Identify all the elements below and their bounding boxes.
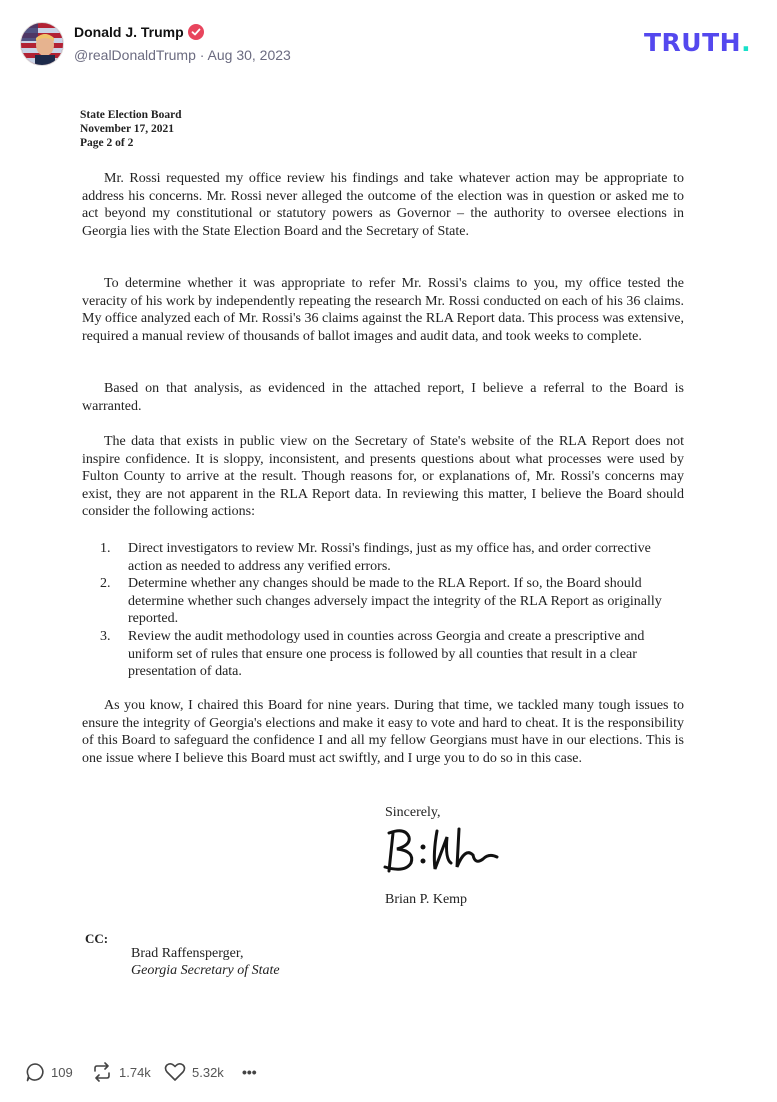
retruth-icon [91,1062,113,1082]
more-options-button[interactable] [242,1061,257,1083]
list-number: 2. [100,576,111,591]
like-button[interactable] [164,1061,224,1083]
reply-button[interactable] [25,1061,73,1083]
signature-image [375,823,505,883]
letter-header [80,108,182,150]
avatar-image-icon [21,23,63,65]
reply-count: 109 [51,1064,73,1080]
retruth-button[interactable] [91,1061,151,1083]
letter-paragraph: Mr. Rossi requested my office review his findings and take whatever action may be appropriate to address his concerns. Mr. Rossi never alleged the outcome of the election was in question or asked me to act beyond my constitutional or statutory powers as Governor – the authority to oversee elections in Georgia lies with the State Election Board and the Secretary of State. [82,171,684,239]
cc-name: Brad Raffensperger, [131,946,244,961]
letter-final-paragraph: As you know, I chaired this Board for nine years. During that time, we tackled many tough issues to ensure the integrity of Georgia's elections and make it easy to vote and hard to cheat. It is the responsibility of this Board to safeguard the confidence I and all my fellow Georgians must have in our elections. This is one issue where I believe this Board must act swiftly, and I urge you to do so in this case. [82,698,684,766]
truth-logo-dot: . [741,28,752,57]
post-actions [0,1055,777,1091]
retruth-count: 1.74k [119,1064,151,1080]
verified-badge-icon [188,24,204,40]
list-text: Review the audit methodology used in counties across Georgia and create a prescriptive and uniform set of rules that ensure one process is followed by all counties that result in a clear presentation of data. [128,629,645,679]
letter-header-date: November 17, 2021 [80,123,175,135]
more-options-icon: ••• [242,1064,257,1080]
author-name[interactable]: Donald J. Trump [74,24,184,40]
letter-list-item [100,628,680,681]
list-text: Determine whether any changes should be made to the RLA Report. If so, the Board should determine whether such changes adversely impact the integrity of the RLA Report as originally reported. [128,576,662,626]
letter-list-item [100,575,680,628]
letter-paragraph: To determine whether it was appropriate to refer Mr. Rossi's claims to you, my office tested the veracity of his work by independently repeating the research Mr. Rossi conducted on each of his 36 claims. My office analyzed each of Mr. Rossi's 36 claims against the RLA Report data. This process was extensive, required a manual review of thousands of ballot images and audit data, and took weeks to complete. [82,276,684,344]
letter-paragraph: The data that exists in public view on the Secretary of State's website of the RLA Report does not inspire confidence. It is sloppy, inconsistent, and presents questions about what processes were used by Fulton County to arrive at the result. Though reasons for, or explanations of, Mr. Rossi's concerns may exist, they are not apparent in the RLA Report data. In reviewing this matter, I believe the Board should consider the following actions: [82,434,684,519]
author-handle-date: @realDonaldTrump · Aug 30, 2023 [74,47,291,63]
letter-header-page: Page 2 of 2 [80,137,134,149]
avatar[interactable] [20,22,64,66]
letter-header-recipient: State Election Board [80,109,182,121]
heart-icon [164,1062,186,1082]
truth-logo-text: TRUTH [644,28,742,57]
letter-image[interactable] [40,95,740,1045]
list-text: Direct investigators to review Mr. Rossi's findings, just as my office has, and order corrective action as needed to address any verified errors. [128,541,651,574]
like-count: 5.32k [192,1064,224,1080]
letter-list-item [100,540,680,575]
letter-paragraph: Based on that analysis, as evidenced in the attached report, I believe a referral to the Board is warranted. [82,381,684,414]
letter-closing: Sincerely, [385,805,441,820]
truth-logo[interactable] [644,28,751,57]
letter-signer: Brian P. Kemp [385,892,468,907]
reply-icon [25,1062,45,1082]
cc-title: Georgia Secretary of State [131,963,280,978]
cc-label: CC: [85,931,109,946]
list-number: 3. [100,629,111,644]
post-header [0,0,777,90]
list-number: 1. [100,541,111,556]
